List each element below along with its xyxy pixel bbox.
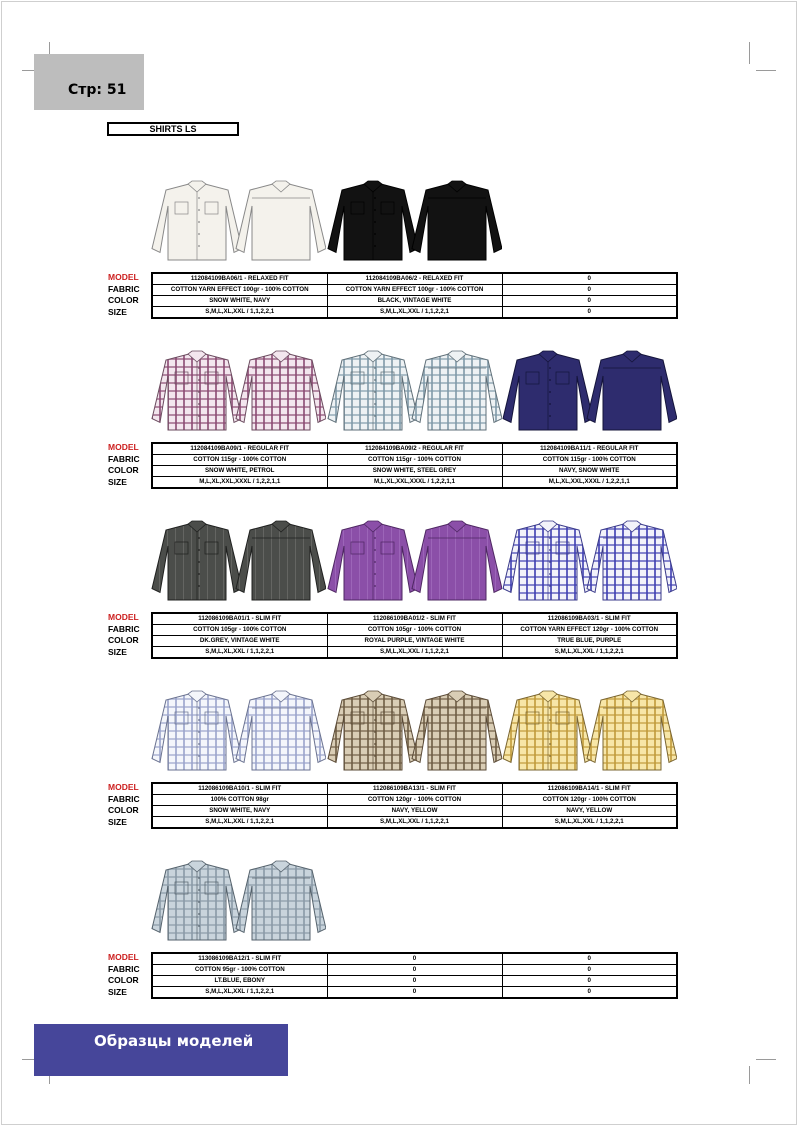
shirt-back-view — [236, 524, 326, 600]
shirt-button — [374, 719, 376, 721]
shirt-back-view — [587, 524, 677, 600]
footer-title: Образцы моделей — [94, 1032, 254, 1050]
spec-table — [151, 782, 678, 829]
color-row — [152, 466, 677, 477]
spec-cell-size: 0 — [327, 987, 502, 999]
size-row — [152, 987, 677, 999]
spec-cell-size: 0 — [502, 987, 677, 999]
page-number: Стр: 51 — [68, 82, 127, 98]
spec-cell-color: 0 — [502, 296, 677, 307]
fabric-row — [152, 625, 677, 636]
shirt-button — [549, 379, 551, 381]
product-image — [327, 690, 502, 780]
spec-cell-size: S,M,L,XL,XXL / 1,1,2,2,1 — [327, 307, 502, 319]
shirt-button — [549, 707, 551, 709]
shirt-button — [374, 537, 376, 539]
spec-cell-color: NAVY, YELLOW — [502, 806, 677, 817]
shirt-back-view — [412, 354, 502, 430]
fabric-row — [152, 795, 677, 806]
spec-cell-model: 112086109BA03/1 - SLIM FIT — [502, 613, 677, 625]
spec-cell-color: DK.GREY, VINTAGE WHITE — [152, 636, 327, 647]
spec-cell-size: M,L,XL,XXL,XXXL / 1,2,2,1,1 — [152, 477, 327, 489]
shirt-button — [198, 889, 200, 891]
product-image — [327, 180, 502, 270]
spec-cell-size: S,M,L,XL,XXL / 1,1,2,2,1 — [327, 647, 502, 659]
spec-cell-fabric: COTTON 120gr - 100% COTTON — [502, 795, 677, 806]
shirt-button — [198, 549, 200, 551]
model-row — [152, 273, 677, 285]
shirt-button — [198, 877, 200, 879]
spec-cell-fabric: 0 — [327, 965, 502, 976]
color-label: COLOR — [108, 465, 139, 475]
shirt-button — [374, 245, 376, 247]
product-image — [151, 520, 326, 610]
spec-cell-color: SNOW WHITE, NAVY — [152, 296, 327, 307]
shirt-images — [108, 690, 678, 780]
fabric-label: FABRIC — [108, 623, 140, 634]
spec-cell-model: 112084109BA09/1 - REGULAR FIT — [152, 443, 327, 455]
shirt-button — [374, 197, 376, 199]
page-number-tab — [34, 54, 144, 110]
spec-cell-color: ROYAL PURPLE, VINTAGE WHITE — [327, 636, 502, 647]
spec-cell-color: 0 — [502, 976, 677, 987]
spec-cell-model: 112086109BA14/1 - SLIM FIT — [502, 783, 677, 795]
shirt-images — [108, 180, 678, 270]
spec-cell-model: 113086109BA12/1 - SLIM FIT — [152, 953, 327, 965]
spec-cell-color: SNOW WHITE, NAVY — [152, 806, 327, 817]
spec-table — [151, 952, 678, 999]
shirt-back-view — [236, 694, 326, 770]
spec-table — [151, 612, 678, 659]
shirt-button — [198, 731, 200, 733]
spec-cell-size: 0 — [502, 307, 677, 319]
size-label: SIZE — [108, 646, 127, 657]
spec-cell-fabric: COTTON 105gr - 100% COTTON — [327, 625, 502, 636]
shirt-button — [549, 391, 551, 393]
shirt-button — [374, 731, 376, 733]
shirt-button — [549, 743, 551, 745]
spec-cell-color: SNOW WHITE, PETROL — [152, 466, 327, 477]
spec-labels — [108, 442, 152, 488]
product-image — [502, 520, 677, 610]
model-label: MODEL — [108, 952, 139, 962]
shirt-button — [549, 415, 551, 417]
spec-cell-fabric: 100% COTTON 98gr — [152, 795, 327, 806]
shirt-button — [374, 367, 376, 369]
spec-cell-model: 0 — [327, 953, 502, 965]
shirt-button — [198, 197, 200, 199]
color-label: COLOR — [108, 805, 139, 815]
spec-labels — [108, 952, 152, 998]
spec-cell-model: 0 — [502, 953, 677, 965]
spec-cell-fabric: COTTON 115gr - 100% COTTON — [502, 455, 677, 466]
shirt-button — [549, 403, 551, 405]
spec-cell-model: 112084109BA06/1 - RELAXED FIT — [152, 273, 327, 285]
product-row — [108, 350, 678, 487]
spec-cell-model: 112084109BA11/1 - REGULAR FIT — [502, 443, 677, 455]
shirt-back-view — [412, 694, 502, 770]
shirt-button — [374, 379, 376, 381]
shirt-back-view — [236, 184, 326, 260]
spec-cell-fabric: COTTON 115gr - 100% COTTON — [327, 455, 502, 466]
spec-cell-fabric: COTTON 95gr - 100% COTTON — [152, 965, 327, 976]
shirt-button — [549, 731, 551, 733]
shirt-button — [198, 233, 200, 235]
spec-cell-size: S,M,L,XL,XXL / 1,1,2,2,1 — [152, 817, 327, 829]
shirt-button — [549, 549, 551, 551]
shirt-images — [108, 860, 678, 950]
fabric-row — [152, 285, 677, 296]
spec-cell-model: 112084109BA06/2 - RELAXED FIT — [327, 273, 502, 285]
spec-cell-model: 112086109BA10/1 - SLIM FIT — [152, 783, 327, 795]
spec-cell-model: 112086109BA01/2 - SLIM FIT — [327, 613, 502, 625]
model-row — [152, 953, 677, 965]
size-row — [152, 647, 677, 659]
shirt-button — [374, 743, 376, 745]
spec-cell-model: 112086109BA01/1 - SLIM FIT — [152, 613, 327, 625]
product-image — [151, 180, 326, 270]
fabric-row — [152, 965, 677, 976]
shirt-button — [198, 755, 200, 757]
shirt-button — [198, 221, 200, 223]
spec-cell-fabric: COTTON 115gr - 100% COTTON — [152, 455, 327, 466]
spec-cell-size: S,M,L,XL,XXL / 1,1,2,2,1 — [502, 647, 677, 659]
spec-cell-size: M,L,XL,XXL,XXXL / 1,2,2,1,1 — [327, 477, 502, 489]
crop-mark — [749, 1066, 750, 1084]
shirt-button — [549, 537, 551, 539]
product-row — [108, 690, 678, 827]
crop-mark — [756, 70, 776, 71]
shirt-button — [198, 391, 200, 393]
spec-cell-color: SNOW WHITE, STEEL GREY — [327, 466, 502, 477]
spec-cell-color: TRUE BLUE, PURPLE — [502, 636, 677, 647]
shirt-button — [198, 573, 200, 575]
product-image — [327, 350, 502, 440]
shirt-button — [374, 221, 376, 223]
crop-mark — [756, 1059, 776, 1060]
product-row — [108, 860, 678, 997]
model-label: MODEL — [108, 442, 139, 452]
shirt-button — [374, 233, 376, 235]
product-image — [151, 860, 326, 950]
spec-labels — [108, 272, 152, 318]
shirt-button — [198, 925, 200, 927]
spec-cell-size: S,M,L,XL,XXL / 1,1,2,2,1 — [502, 817, 677, 829]
product-image — [151, 690, 326, 780]
spec-cell-model: 0 — [502, 273, 677, 285]
shirt-back-view — [412, 524, 502, 600]
shirt-button — [549, 367, 551, 369]
shirt-button — [198, 719, 200, 721]
shirt-button — [374, 755, 376, 757]
shirt-button — [198, 743, 200, 745]
spec-labels — [108, 612, 152, 658]
spec-cell-size: S,M,L,XL,XXL / 1,1,2,2,1 — [152, 307, 327, 319]
shirt-button — [198, 379, 200, 381]
footer-band — [34, 1024, 288, 1076]
section-title: SHIRTS LS — [107, 122, 239, 136]
spec-cell-color: 0 — [327, 976, 502, 987]
shirt-button — [374, 415, 376, 417]
shirt-button — [374, 707, 376, 709]
shirt-button — [549, 755, 551, 757]
shirt-back-view — [587, 694, 677, 770]
shirt-button — [549, 573, 551, 575]
spec-cell-fabric: COTTON YARN EFFECT 100gr - 100% COTTON — [152, 285, 327, 296]
color-row — [152, 636, 677, 647]
shirt-button — [198, 367, 200, 369]
shirt-button — [198, 537, 200, 539]
shirt-back-view — [587, 354, 677, 430]
model-label: MODEL — [108, 612, 139, 622]
spec-cell-model: 112086109BA13/1 - SLIM FIT — [327, 783, 502, 795]
product-image — [327, 520, 502, 610]
spec-table — [151, 442, 678, 489]
spec-cell-color: NAVY, SNOW WHITE — [502, 466, 677, 477]
shirt-button — [198, 561, 200, 563]
spec-cell-size: S,M,L,XL,XXL / 1,1,2,2,1 — [327, 817, 502, 829]
shirt-button — [198, 209, 200, 211]
shirt-button — [198, 245, 200, 247]
shirt-button — [374, 549, 376, 551]
shirt-button — [549, 561, 551, 563]
color-row — [152, 976, 677, 987]
shirt-back-view — [412, 184, 502, 260]
spec-cell-fabric: COTTON YARN EFFECT 120gr - 100% COTTON — [502, 625, 677, 636]
shirt-button — [549, 719, 551, 721]
spec-cell-fabric: COTTON 105gr - 100% COTTON — [152, 625, 327, 636]
fabric-row — [152, 455, 677, 466]
product-image — [502, 690, 677, 780]
color-label: COLOR — [108, 295, 139, 305]
spec-cell-model: 112084109BA09/2 - REGULAR FIT — [327, 443, 502, 455]
model-row — [152, 783, 677, 795]
fabric-label: FABRIC — [108, 793, 140, 804]
shirt-button — [374, 209, 376, 211]
product-row — [108, 520, 678, 657]
size-row — [152, 817, 677, 829]
model-label: MODEL — [108, 272, 139, 282]
fabric-label: FABRIC — [108, 963, 140, 974]
size-label: SIZE — [108, 816, 127, 827]
size-label: SIZE — [108, 476, 127, 487]
color-label: COLOR — [108, 975, 139, 985]
spec-cell-size: S,M,L,XL,XXL / 1,1,2,2,1 — [152, 647, 327, 659]
shirt-images — [108, 350, 678, 440]
spec-cell-color: BLACK, VINTAGE WHITE — [327, 296, 502, 307]
spec-cell-size: S,M,L,XL,XXL / 1,1,2,2,1 — [152, 987, 327, 999]
color-label: COLOR — [108, 635, 139, 645]
shirt-button — [198, 901, 200, 903]
shirt-button — [198, 415, 200, 417]
color-row — [152, 806, 677, 817]
fabric-label: FABRIC — [108, 453, 140, 464]
shirt-button — [198, 913, 200, 915]
shirt-button — [198, 707, 200, 709]
shirt-button — [374, 561, 376, 563]
size-row — [152, 307, 677, 319]
shirt-button — [374, 403, 376, 405]
shirt-button — [198, 403, 200, 405]
model-row — [152, 443, 677, 455]
product-image — [502, 350, 677, 440]
spec-cell-fabric: 0 — [502, 285, 677, 296]
shirt-button — [198, 585, 200, 587]
spec-labels — [108, 782, 152, 828]
spec-cell-color: NAVY, YELLOW — [327, 806, 502, 817]
product-image — [151, 350, 326, 440]
model-label: MODEL — [108, 782, 139, 792]
shirt-button — [374, 573, 376, 575]
size-label: SIZE — [108, 306, 127, 317]
shirt-button — [374, 391, 376, 393]
spec-cell-fabric: COTTON YARN EFFECT 100gr - 100% COTTON — [327, 285, 502, 296]
crop-mark — [749, 42, 750, 64]
model-row — [152, 613, 677, 625]
shirt-button — [374, 585, 376, 587]
spec-cell-color: LT.BLUE, EBONY — [152, 976, 327, 987]
spec-cell-fabric: 0 — [502, 965, 677, 976]
shirt-images — [108, 520, 678, 610]
color-row — [152, 296, 677, 307]
size-label: SIZE — [108, 986, 127, 997]
product-row — [108, 180, 678, 317]
spec-table — [151, 272, 678, 319]
spec-cell-size: M,L,XL,XXL,XXXL / 1,2,2,1,1 — [502, 477, 677, 489]
fabric-label: FABRIC — [108, 283, 140, 294]
shirt-back-view — [236, 864, 326, 940]
shirt-back-view — [236, 354, 326, 430]
size-row — [152, 477, 677, 489]
spec-cell-fabric: COTTON 120gr - 100% COTTON — [327, 795, 502, 806]
shirt-button — [549, 585, 551, 587]
